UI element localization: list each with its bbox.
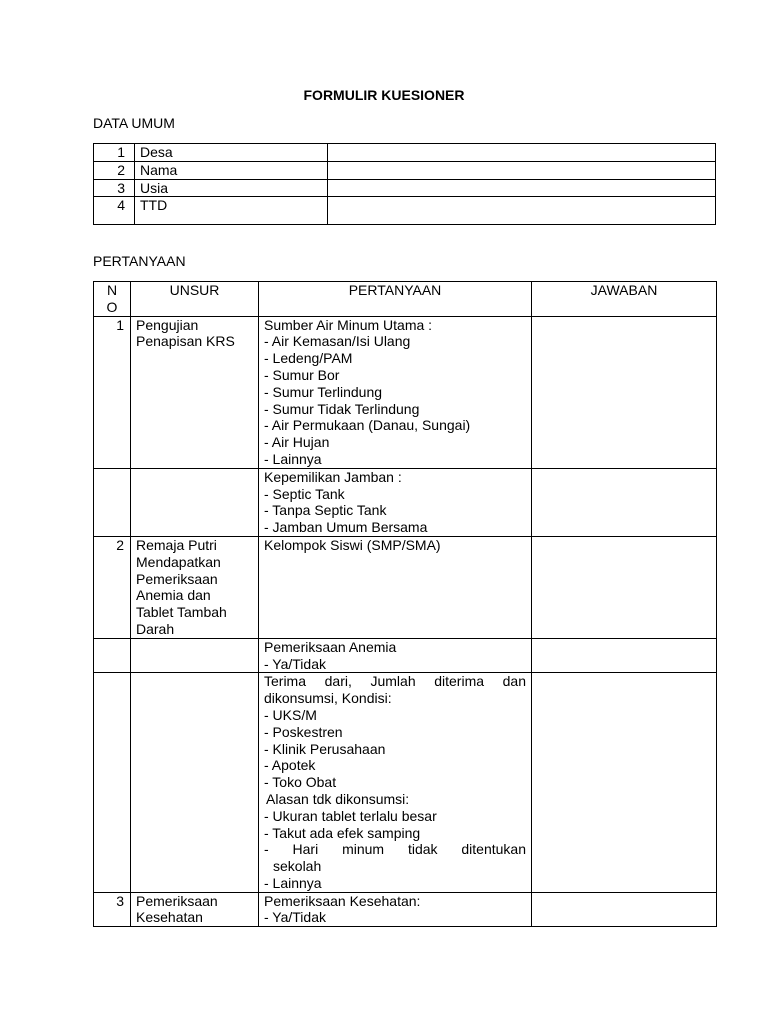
table-row bbox=[94, 197, 716, 225]
unsur-cell bbox=[131, 468, 259, 536]
answer-cell[interactable] bbox=[532, 673, 717, 892]
field-value-usia[interactable] bbox=[328, 179, 716, 197]
field-label-usia: Usia bbox=[135, 179, 328, 197]
data-umum-table bbox=[93, 143, 716, 225]
field-label-nama: Nama bbox=[135, 161, 328, 179]
section-label-data-umum: DATA UMUM bbox=[93, 115, 175, 131]
answer-cell[interactable] bbox=[532, 316, 717, 468]
question-cell-terima-dari: Terima dari, Jumlah diterima dan dikonsumsi, Kondisi: - UKS/M - Poskestren - Klinik Perusahaan - Apotek - Toko Obat Alasan tdk dikonsumsi: - Ukuran tablet terlalu besar - Takut ada efek samping - Hari minum tidak ditentukan sekolah - Lainnya bbox=[259, 673, 532, 892]
pertanyaan-table bbox=[93, 281, 717, 927]
question-cell-kelompok-siswi: Kelompok Siswi (SMP/SMA) bbox=[259, 536, 532, 638]
row-number bbox=[94, 468, 131, 536]
table-row bbox=[94, 892, 717, 927]
row-number: 2 bbox=[94, 536, 131, 638]
table-row bbox=[94, 673, 717, 892]
answer-cell[interactable] bbox=[532, 638, 717, 673]
table-row bbox=[94, 536, 717, 638]
row-number: 4 bbox=[94, 197, 135, 225]
field-value-ttd[interactable] bbox=[328, 197, 716, 225]
field-value-nama[interactable] bbox=[328, 161, 716, 179]
unsur-cell: Pemeriksaan Kesehatan bbox=[131, 892, 259, 927]
table-row bbox=[94, 468, 717, 536]
table-row bbox=[94, 316, 717, 468]
unsur-cell bbox=[131, 638, 259, 673]
answer-cell[interactable] bbox=[532, 536, 717, 638]
section-label-pertanyaan: PERTANYAAN bbox=[93, 253, 186, 269]
header-jawaban: JAWABAN bbox=[532, 282, 717, 317]
row-number: 2 bbox=[94, 161, 135, 179]
table-row bbox=[94, 179, 716, 197]
answer-cell[interactable] bbox=[532, 892, 717, 927]
row-number bbox=[94, 638, 131, 673]
row-number: 3 bbox=[94, 892, 131, 927]
field-label-ttd: TTD bbox=[135, 197, 328, 225]
field-value-desa[interactable] bbox=[328, 144, 716, 162]
page-title: FORMULIR KUESIONER bbox=[303, 87, 465, 103]
row-number bbox=[94, 673, 131, 892]
row-number: 1 bbox=[94, 316, 131, 468]
question-cell-pemeriksaan-kesehatan: Pemeriksaan Kesehatan: - Ya/Tidak bbox=[259, 892, 532, 927]
table-header-row bbox=[94, 282, 717, 317]
field-label-desa: Desa bbox=[135, 144, 328, 162]
question-cell-sumber-air: Sumber Air Minum Utama : - Air Kemasan/Isi Ulang - Ledeng/PAM - Sumur Bor - Sumur Terlindung - Sumur Tidak Terlindung - Air Permukaan (Danau, Sungai) - Air Hujan - Lainnya bbox=[259, 316, 532, 468]
row-number: 3 bbox=[94, 179, 135, 197]
answer-cell[interactable] bbox=[532, 468, 717, 536]
question-cell-jamban: Kepemilikan Jamban : - Septic Tank - Tanpa Septic Tank - Jamban Umum Bersama bbox=[259, 468, 532, 536]
header-no: N O bbox=[94, 282, 131, 317]
question-cell-pemeriksaan-anemia: Pemeriksaan Anemia - Ya/Tidak bbox=[259, 638, 532, 673]
unsur-cell: Pengujian Penapisan KRS bbox=[131, 316, 259, 468]
row-number: 1 bbox=[94, 144, 135, 162]
table-row bbox=[94, 638, 717, 673]
header-pertanyaan: PERTANYAAN bbox=[259, 282, 532, 317]
table-row bbox=[94, 161, 716, 179]
unsur-cell: Remaja Putri Mendapatkan Pemeriksaan Anemia dan Tablet Tambah Darah bbox=[131, 536, 259, 638]
unsur-cell bbox=[131, 673, 259, 892]
header-unsur: UNSUR bbox=[131, 282, 259, 317]
table-row bbox=[94, 144, 716, 162]
